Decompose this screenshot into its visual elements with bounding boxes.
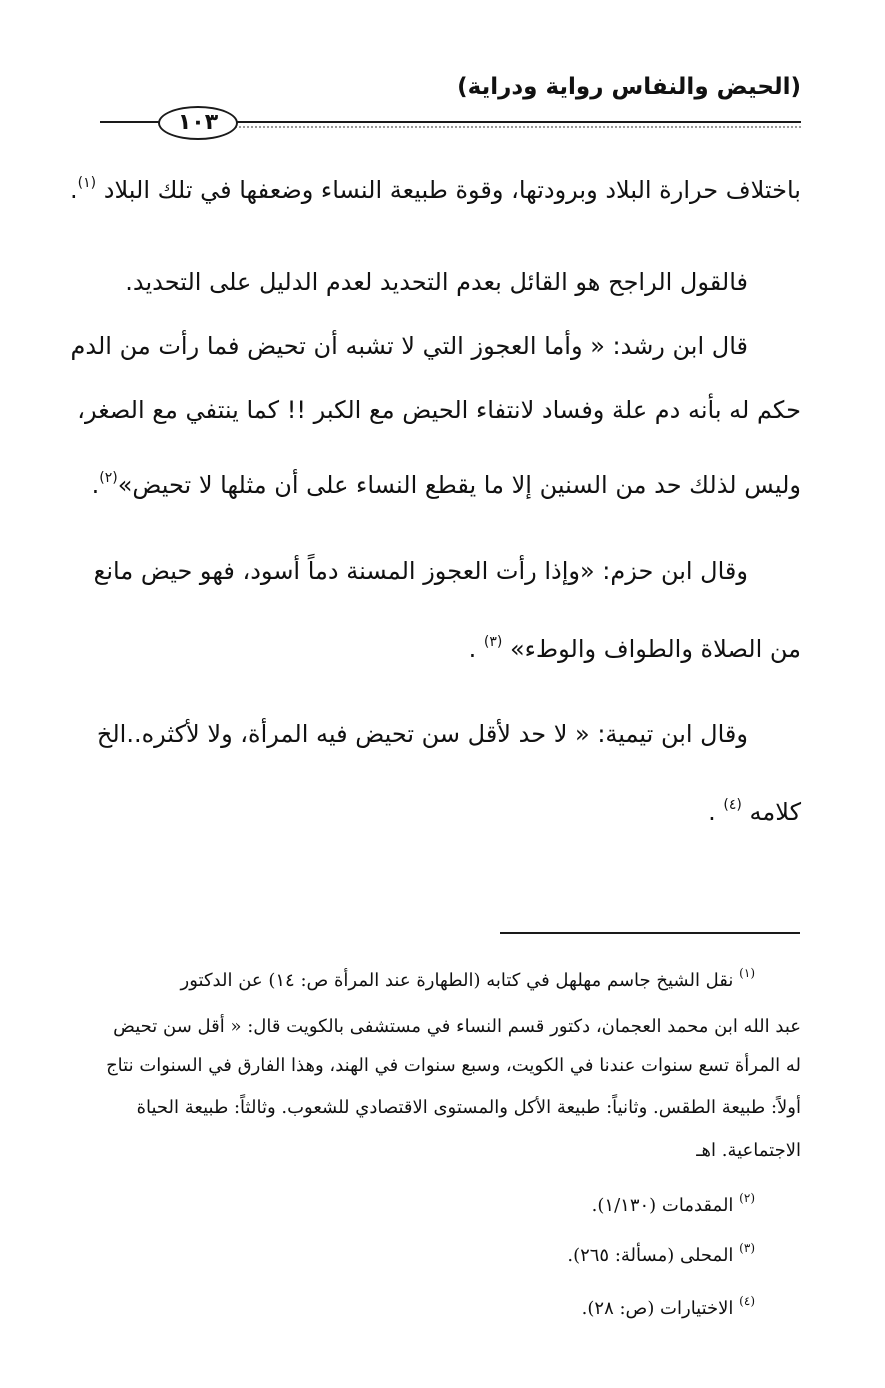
footnote-2-number: (٢) xyxy=(739,1191,755,1205)
footnote-1-line-3: له المرأة تسع سنوات عندنا في الكويت، وسبع سنوات في الهند، وهذا الفارق في السنوات نتاج xyxy=(106,1055,801,1076)
footnote-text: المقدمات (١/١٣٠). xyxy=(591,1195,734,1216)
period: . xyxy=(91,471,100,499)
footnote-text: نقل الشيخ جاسم مهلهل في كتابه (الطهارة عند المرأة ص: ١٤) عن الدكتور xyxy=(180,970,734,991)
footnote-2 xyxy=(86,1183,755,1221)
footnote-1-number: (١) xyxy=(739,966,755,980)
body-text: وليس لذلك حد من السنين إلا ما يقطع النساء على أن مثلها لا تحيض» xyxy=(117,471,801,499)
body-line-7 xyxy=(86,622,801,669)
period: . xyxy=(70,176,78,204)
footnote-1-line-1 xyxy=(86,958,755,996)
footnote-marker-4: (٤) xyxy=(723,797,742,813)
footnote-marker-1: (١) xyxy=(77,175,97,191)
period: . xyxy=(708,798,716,826)
body-line-2: فالقول الراجح هو القائل بعدم التحديد لعدم الدليل على التحديد. xyxy=(125,268,748,296)
footnote-1-line-4: أولاً: طبيعة الطقس. وثانياً: طبيعة الأكل والمستوى الاقتصادي للشعوب. وثالثاً: طبيعة الحياة xyxy=(136,1097,801,1118)
header-rule-dots xyxy=(235,126,801,132)
footnote-3 xyxy=(86,1233,755,1271)
body-text: من الصلاة والطواف والوطء» xyxy=(509,635,801,663)
body-text: كلامه xyxy=(749,798,801,826)
body-line-6: وقال ابن حزم: «وإذا رأت العجوز المسنة دماً أسود، فهو حيض مانع xyxy=(93,557,748,585)
footnote-1-line-2: عبد الله ابن محمد العجمان، دكتور قسم النساء في مستشفى بالكويت قال: « أقل سن تحيض xyxy=(113,1016,801,1037)
page-number: ١٠٣ xyxy=(158,106,238,140)
period: . xyxy=(468,635,477,663)
body-line-4: حكم له بأنه دم علة وفساد لانتفاء الحيض مع الكبر !! كما ينتفي مع الصغر، xyxy=(77,396,801,424)
running-header-title: (الحيض والنفاس رواية ودراية) xyxy=(457,74,801,100)
body-line-1 xyxy=(70,163,801,210)
footnote-1-line-5: الاجتماعية. اهـ xyxy=(696,1140,801,1161)
footnote-4-number: (٤) xyxy=(739,1294,755,1308)
footnote-text: المحلى (مسألة: ٢٦٥). xyxy=(567,1245,734,1266)
footnote-4 xyxy=(86,1286,755,1324)
footnote-marker-2: (٢) xyxy=(99,470,118,486)
footnote-separator xyxy=(500,932,800,934)
body-line-5 xyxy=(86,458,801,505)
footnote-marker-3: (٣) xyxy=(483,634,503,650)
body-line-3: قال ابن رشد: « وأما العجوز التي لا تشبه أن تحيض فما رأت من الدم xyxy=(70,332,748,360)
body-text: باختلاف حرارة البلاد وبرودتها، وقوة طبيعة النساء وضعفها في تلك البلاد xyxy=(103,176,801,204)
body-line-9 xyxy=(86,785,801,832)
footnote-3-number: (٣) xyxy=(739,1241,755,1255)
footnote-text: الاختيارات (ص: ٢٨). xyxy=(581,1298,734,1319)
body-line-8: وقال ابن تيمية: « لا حد لأقل سن تحيض فيه المرأة، ولا لأكثره..الخ xyxy=(96,720,748,748)
